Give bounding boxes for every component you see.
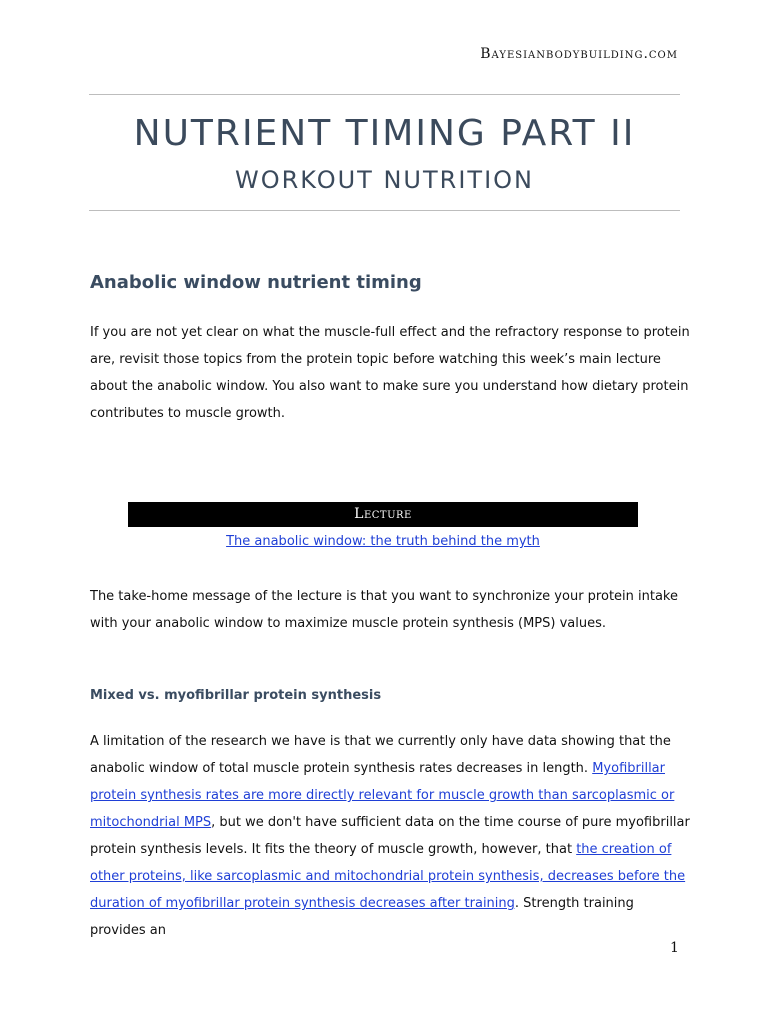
takehome-paragraph: The take-home message of the lecture is that you want to synchronize your protein intake with your anabolic window to maximize muscle protein synthesis (MPS) values. — [90, 589, 678, 631]
top-divider — [89, 94, 680, 95]
paragraph-text: . Strength training provides an — [90, 896, 634, 938]
bottom-divider — [89, 210, 680, 211]
page-subtitle: WORKOUT NUTRITION — [235, 166, 534, 194]
site-name: Bayesianbodybuilding.com — [480, 46, 678, 62]
lecture-link[interactable]: The anabolic window: the truth behind the myth — [226, 534, 540, 549]
paragraph-text: , but we don't have sufficient data on the time course of pure myofibrillar protein synthesis levels. It fits the theory of muscle growth, however, that — [90, 815, 690, 857]
intro-paragraph: If you are not yet clear on what the muscle-full effect and the refractory response to protein are, revisit those topics from the protein topic before watching this week’s main lecture about the anabolic window. You also want to make sure you understand how dietary protein contributes to muscle growth. — [90, 325, 690, 421]
section-heading-mixed-vs-myofibrillar: Mixed vs. myofibrillar protein synthesis — [90, 688, 382, 703]
page-title: NUTRIENT TIMING PART II — [133, 113, 636, 154]
limitation-paragraph — [90, 728, 690, 944]
lecture-link-container — [128, 530, 638, 554]
lecture-banner: Lecture — [128, 502, 638, 527]
page-number: 1 — [670, 940, 679, 956]
myofibrillar-link[interactable]: Myofibrillar protein synthesis rates are more directly relevant for muscle growth than sarcoplasmic or mitochondrial MPS — [90, 761, 675, 830]
other-proteins-link[interactable]: the creation of other proteins, like sarcoplasmic and mitochondrial protein synthesis, decreases before the duration of myofibrillar protein synthesis decreases after training — [90, 842, 686, 911]
section-heading-anabolic-window: Anabolic window nutrient timing — [90, 272, 422, 293]
paragraph-text: A limitation of the research we have is that we currently only have data showing that the anabolic window of total muscle protein synthesis rates decreases in length. — [90, 734, 671, 776]
